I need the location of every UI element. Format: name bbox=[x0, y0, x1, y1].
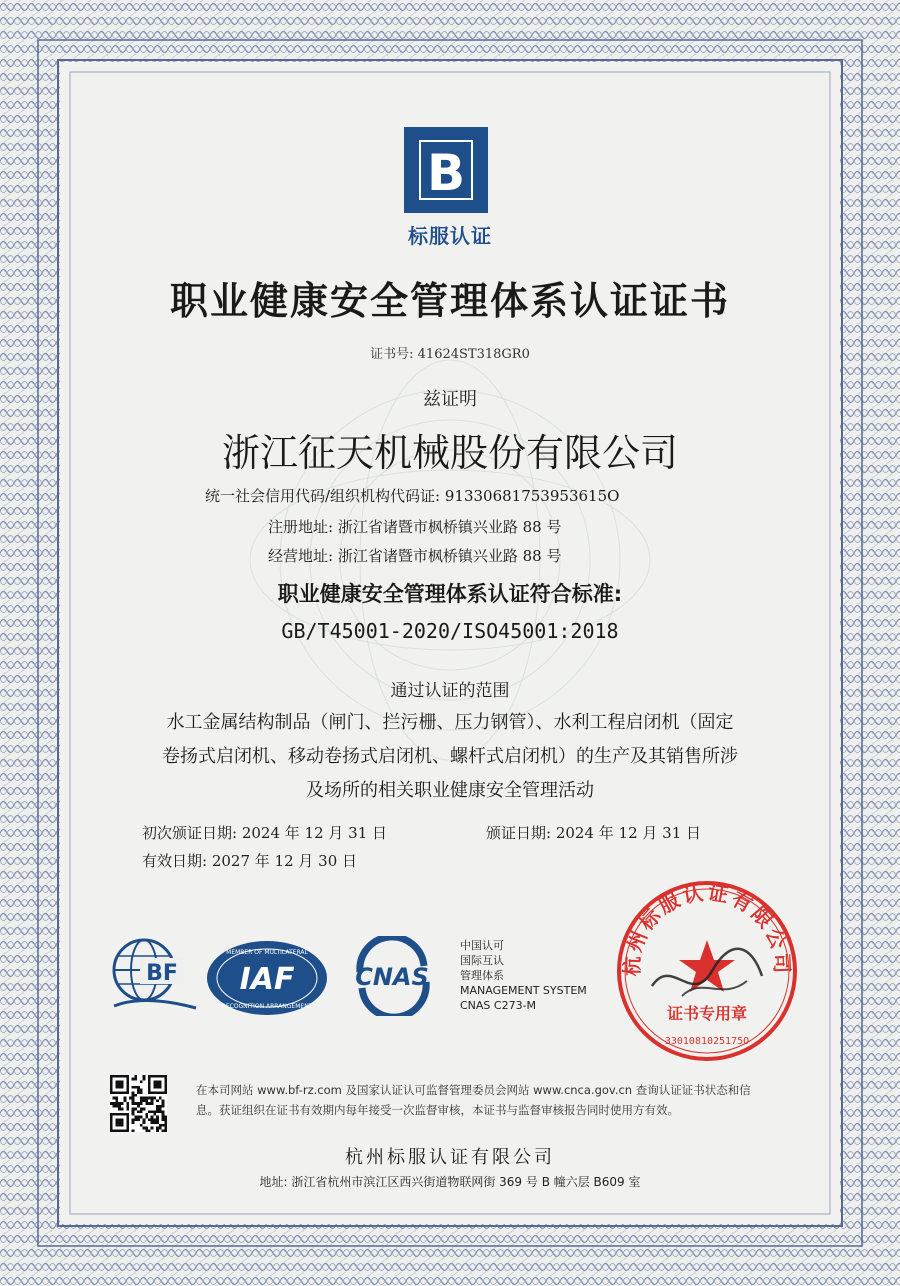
credit-code: 统一社会信用代码/组织机构代码证: 91330681753953615O bbox=[205, 487, 620, 505]
standard-title: 职业健康安全管理体系认证符合标准: bbox=[277, 582, 623, 606]
standard-value: GB/T45001-2020/ISO45001:2018 bbox=[281, 619, 619, 643]
issuer-address: 地址: 浙江省杭州市滨江区西兴街道物联网街 369 号 B 幢六层 B609 室 bbox=[259, 1175, 641, 1189]
scope-title: 通过认证的范围 bbox=[390, 681, 510, 701]
official-seal-stamp bbox=[612, 876, 802, 1066]
qr-code bbox=[110, 1075, 167, 1132]
svg-text:BF: BF bbox=[146, 961, 178, 986]
first-issue-date: 初次颁证日期: 2024 年 12 月 31 日 bbox=[142, 824, 388, 842]
cnas-logo-icon bbox=[340, 936, 444, 1016]
cnas-accreditation-text bbox=[460, 938, 587, 1013]
svg-text:CNAS: CNAS bbox=[355, 963, 429, 991]
registered-address: 注册地址: 浙江省诸暨市枫桥镇兴业路 88 号 bbox=[268, 518, 562, 536]
brand-logo bbox=[404, 127, 488, 213]
company-name: 浙江征天机械股份有限公司 bbox=[221, 431, 678, 475]
notice-line: 在本司网站 www.bf-rz.com 及国家认证认可监督管理委员会网站 www.cnca.gov.cn 查询认证证书状态和信 bbox=[196, 1083, 751, 1097]
expiry-date: 有效日期: 2027 年 12 月 30 日 bbox=[142, 852, 358, 870]
cnas-line: MANAGEMENT SYSTEM bbox=[460, 984, 587, 997]
issuer-name: 杭州标服认证有限公司 bbox=[345, 1147, 555, 1168]
cnas-line: 国际互认 bbox=[460, 954, 504, 967]
scope-line: 水工金属结构制品（闸门、拦污栅、压力钢管）、水利工程启闭机（固定 bbox=[166, 712, 734, 733]
scope-line: 卷扬式启闭机、移动卷扬式启闭机、螺杆式启闭机）的生产及其销售所涉 bbox=[162, 746, 738, 767]
svg-text:杭州标服认证有限公司: 杭州标服认证有限公司 bbox=[619, 880, 795, 977]
business-address: 经营地址: 浙江省诸暨市枫桥镇兴业路 88 号 bbox=[268, 547, 562, 565]
notice-line: 息。获证组织在证书有效期内每年接受一次监督审核，本证书与监督审核报告同时使用方有效。 bbox=[196, 1103, 679, 1117]
svg-text:B: B bbox=[426, 144, 466, 202]
hereby-text: 兹证明 bbox=[423, 389, 477, 410]
certificate-title: 职业健康安全管理体系认证证书 bbox=[169, 279, 730, 323]
svg-text:IAF: IAF bbox=[239, 962, 295, 997]
issue-date: 颁证日期: 2024 年 12 月 31 日 bbox=[486, 824, 702, 842]
cnas-line: CNAS C273-M bbox=[460, 999, 537, 1012]
svg-text:3301081025175O: 3301081025175O bbox=[664, 1036, 750, 1047]
bf-globe-icon bbox=[104, 930, 204, 1020]
scope-line: 及场所的相关职业健康安全管理活动 bbox=[306, 780, 594, 801]
cnas-line: 中国认可 bbox=[460, 939, 504, 952]
certificate-number: 证书号: 41624ST318GR0 bbox=[370, 347, 530, 362]
brand-name: 标服认证 bbox=[408, 224, 492, 248]
cnas-line: 管理体系 bbox=[460, 969, 504, 982]
svg-text:证书专用章: 证书专用章 bbox=[666, 1004, 748, 1023]
b-logo-icon bbox=[404, 127, 488, 213]
iaf-logo-icon bbox=[204, 938, 330, 1018]
svg-text:MEMBER OF MULTILATERAL: MEMBER OF MULTILATERAL bbox=[226, 949, 308, 956]
verification-notice bbox=[196, 1080, 796, 1120]
svg-text:RECOGNITION ARRANGEMENT: RECOGNITION ARRANGEMENT bbox=[221, 1003, 313, 1010]
